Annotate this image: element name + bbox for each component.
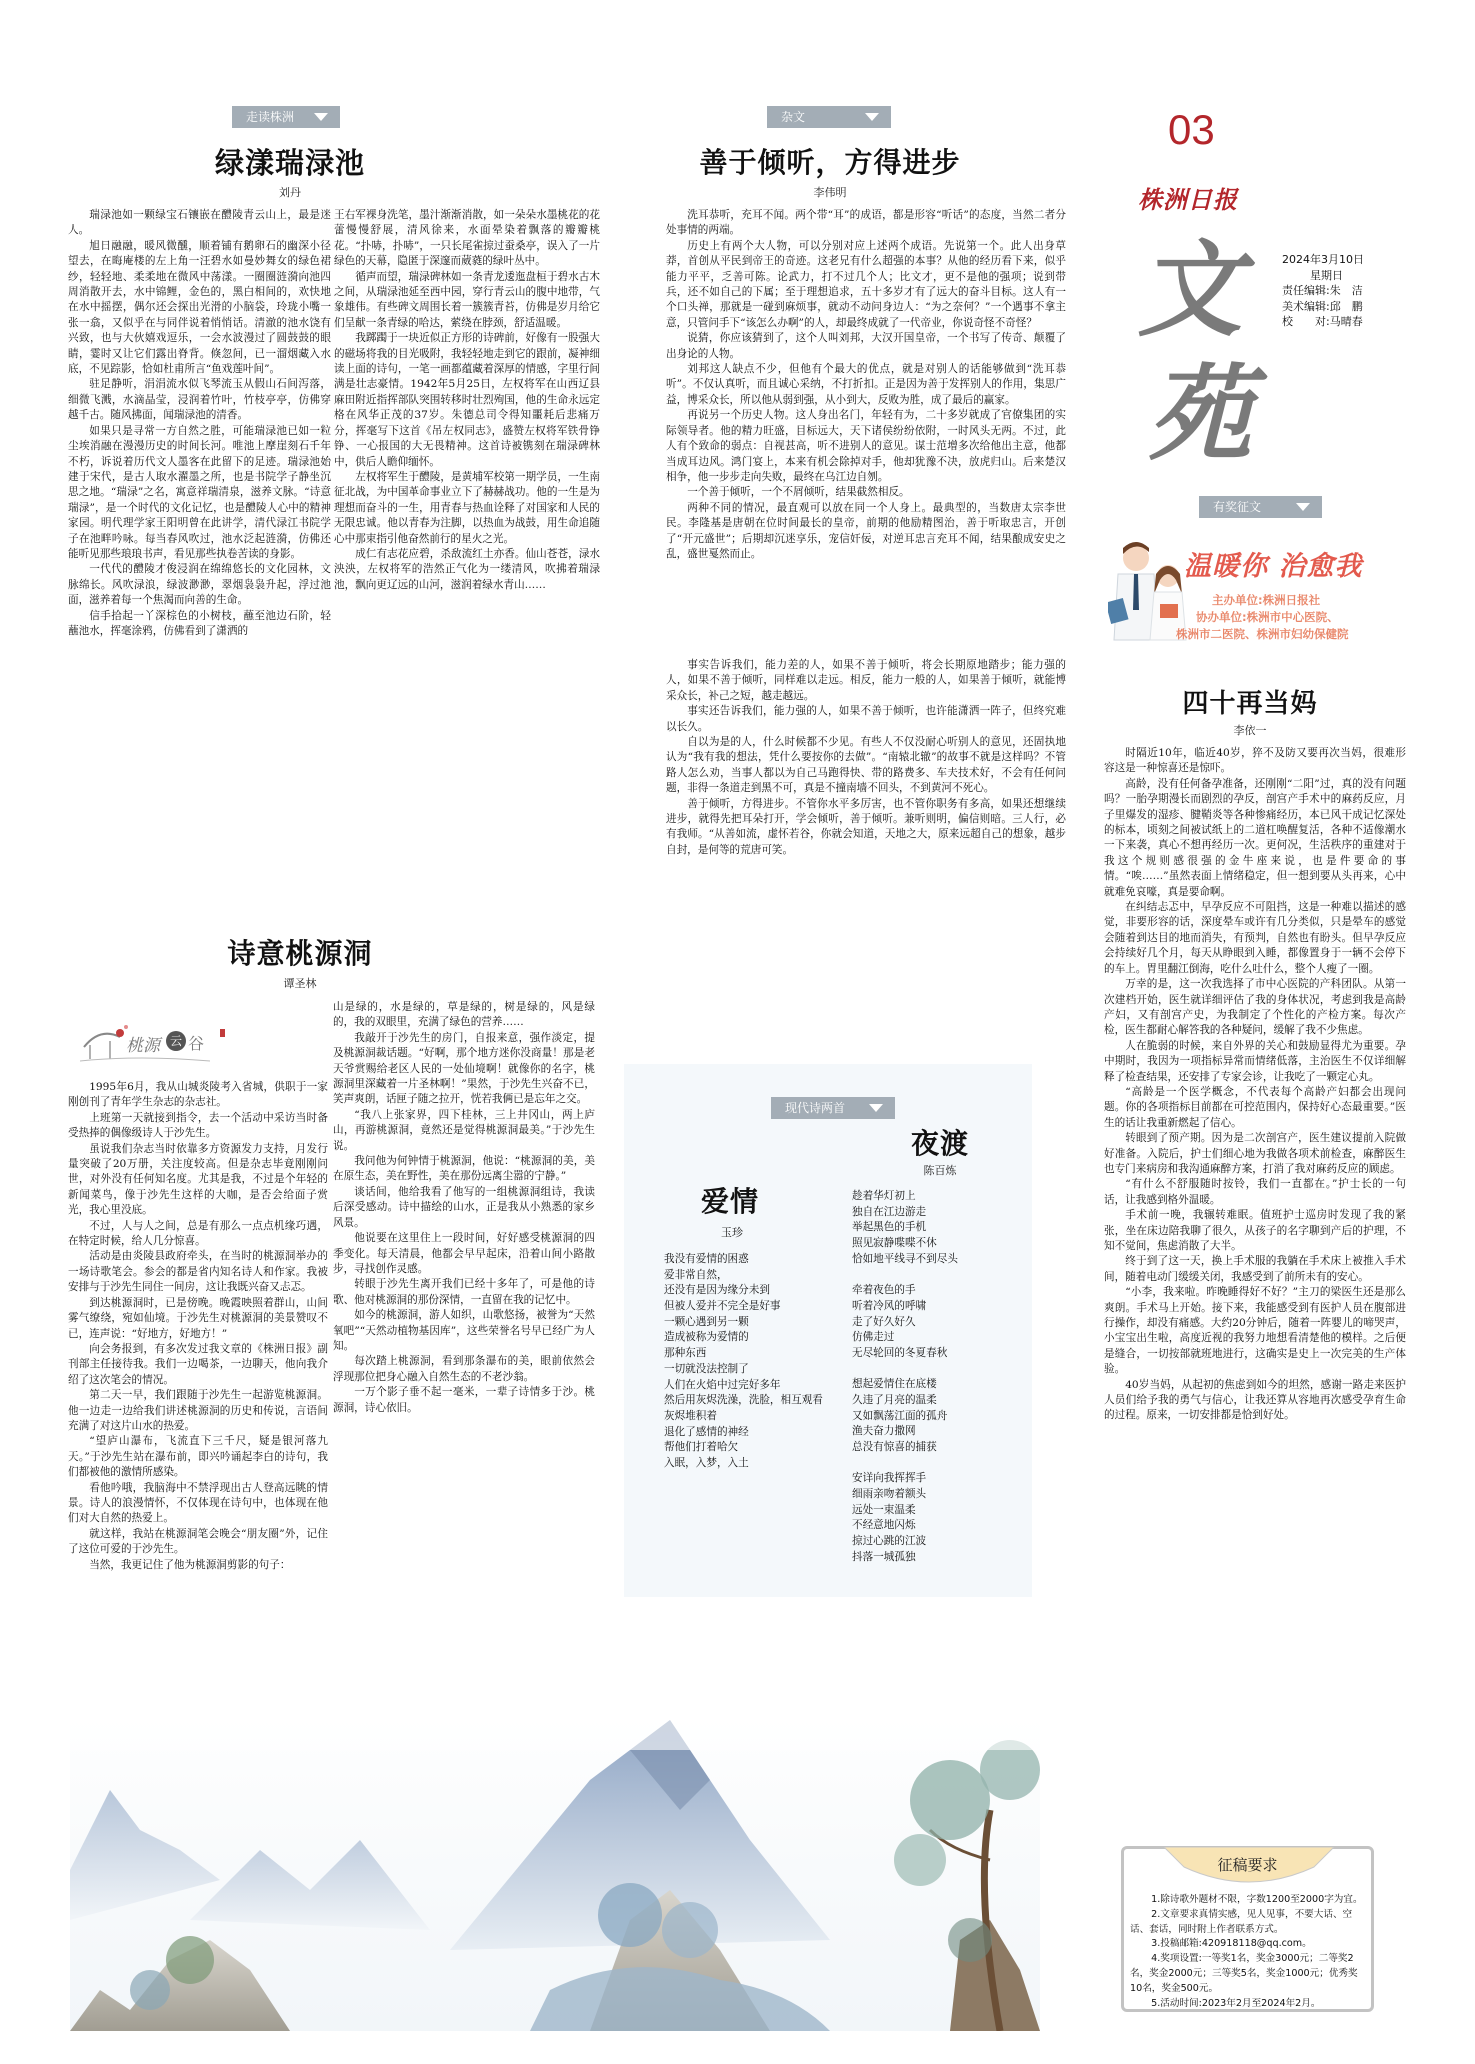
banner-coorganizer-1: 协办单位:株洲市中心医院、 [1196,610,1339,624]
triangle-down-icon [865,113,879,121]
poem-line: 恰如地平线寻不到尽头 [852,1252,958,1265]
paragraph: 向会务报到，有多次发过我文章的《株洲日报》副刊部主任接待我。我们一边喝茶，一边聊天，他向我介绍了这次笔会的情况。 [68,1342,328,1386]
article-title-shanyu: 善于倾听，方得进步 [699,146,961,179]
paragraph: “有什么不舒服随时按铃，我们一直都在。”护士长的一句话，让我感到格外温暖。 [1104,1178,1406,1206]
triangle-down-icon [1296,503,1310,511]
paragraph: 就这样，我站在桃源洞笔会晚会“朋友圈”外，记住了这位可爱的于沙先生。 [68,1527,328,1556]
article-body-shanyu-part2 [666,658,1066,1018]
paragraph: 洗耳恭听，充耳不闻。两个带“耳”的成语，都是形容“听话”的态度，当然二者分处事情的两端。 [666,209,1066,237]
poem-line: 想起爱情住在底楼 [852,1378,937,1391]
logo-text: 桃源 [126,1036,160,1056]
poem-line: 我没有爱情的困惑 [664,1253,749,1265]
section-tag-zawen [767,106,891,128]
paragraph: 两种不同的情况，最直观可以放在同一个人身上。最典型的，当数唐太宗李世民。李隆基是唐朝在位时间最长的皇帝，前期的他励精图治，善于听取忠言，开创了“开元盛世”；后期却沉迷享乐，宠信奸佞，对逆耳忠言充耳不闻，结果酿成安史之乱，盛世戛然而止。 [666,501,1066,560]
poem-line: 然后用灰烬洗澡，洗脸，相互观看 [664,1394,823,1407]
call-for-papers-items [1130,1893,1366,2011]
poem-line: 举起黑色的手机 [852,1221,927,1234]
poem-line: 帮他们打着哈欠 [664,1441,739,1454]
poem-line: 久违了月亮的温柔 [852,1393,937,1406]
section-tag-label: 有奖征文 [1213,500,1262,514]
mountain-painting-icon [70,1690,1040,2031]
poem-line [852,1456,958,1472]
poem-line: 趁着华灯初上 [852,1190,916,1202]
paragraph: 到达桃源洞时，已是傍晚。晚霞映照着群山，山间雾气缭绕，宛如仙境。于沙先生对桃源洞的美景赞叹不已，连声说：“好地方，好地方！” [68,1296,328,1340]
article-title-sishi: 四十再当妈 [1182,689,1318,719]
landscape-illustration [70,1690,1040,2031]
paragraph: 瑞渌池如一颗绿宝石镶嵌在醴陵青云山上，最是迷人。 [68,209,331,237]
poem-line: 一切就没法控制了 [664,1362,749,1375]
poem-line: 退化了感情的神经 [664,1425,749,1438]
poem-author-yedu: 陈百炼 [923,1164,957,1177]
paragraph: 虽说我们杂志当时依靠多方资源发力支持，月发行量突破了20万册，关注度较高。但是杂志毕竟刚刚问世，对外没有任何知名度。尤其是我，不过是个年轻的新闻菜鸟，像于沙先生这样的大咖，是否会给面子赏光，我心里没底。 [68,1142,328,1217]
seal-mark [220,1029,225,1037]
paragraph: 左权将军生于醴陵，是黄埔军校第一期学员，一生南征北战，为中国革命事业立下了赫赫战功。他的一生是为理想而奋斗的一生，用青春与热血诠释了对国家和人民的无限忠诚。他以青春为注脚，以热血为战鼓，用生命追随心中那束指引他奋然前行的星火之光。 [334,470,600,545]
poem-line: 仿佛走过 [852,1331,895,1344]
triangle-down-icon [869,1104,883,1112]
section-tag-youjiang [1199,496,1322,518]
paragraph: 自以为是的人，什么时候都不少见。有些人不仅没耐心听别人的意见，还固执地认为“我有我的想法，凭什么要按你的去做”。“南辕北辙”的故事不就是这样吗？不管路人怎么劝，当事人都以为自己马跑得快、带的路费多、车夫技术好，不会有任何问题，非得一条道走到黑不可，真是不撞南墙不回头，不到黄河不死心。 [666,736,1066,795]
poem-line: 走了好久好久 [852,1315,916,1328]
paragraph: 当然，我更记住了他为桃源洞剪影的句子： [89,1558,291,1571]
call-item: 1.除诗歌外题材不限，字数1200至2000字为宜。 [1151,1894,1363,1905]
paragraph: 一万个影子垂不起一毫米，一辈子诗情多于沙。桃源洞，诗心依旧。 [333,1386,595,1414]
call-item: 2.文章要求真情实感，见人见事，不要大话、空话、套话，同时附上作者联系方式。 [1130,1908,1353,1935]
paragraph: 转眼于沙先生离开我们已经十多年了，可是他的诗歌、他对桃源洞的那份深情，一直留在我的记忆中。 [333,1278,595,1306]
paragraph: 时隔近10年，临近40岁，猝不及防又要再次当妈，很难形容这是一种惊喜还是惊吓。 [1104,747,1406,775]
poem-line: 不经意地闪烁 [852,1519,916,1532]
logo-badge: 云 [166,1031,186,1051]
paragraph: 每次踏上桃源洞，看到那条瀑布的美，眼前依然会浮现那位把身心融入自然生态的不老沙翁。 [333,1355,595,1383]
paragraph: 说猜，你应该猜到了，这个人叫刘邦，大汉开国皇帝，一个书写了传奇、颠覆了出身论的人物。 [666,332,1066,360]
article-body-taoyuan-col1 [68,1080,328,1662]
poem-line: 掠过心跳的江波 [852,1535,927,1548]
poem-line: 无尽轮回的冬夏春秋 [852,1346,948,1359]
poem-line: 远处一束温柔 [852,1503,916,1516]
paragraph: 手术前一晚，我辗转难眠。值班护士巡房时发现了我的紧张，坐在床边陪我聊了很久，从孩子的名字聊到产后的护理，不知不觉间，焦虑消散了大半。 [1104,1209,1406,1252]
paragraph: 不过，人与人之间，总是有那么一点点机缘巧遇，在特定时候，给人几分惊喜。 [68,1219,328,1248]
paragraph: 循声而望，瑞渌碑林如一条青龙逶迤盘桓于碧水古木之间，从瑞渌池延至西中园，穿行青云山的腹中地带，气象雄伟。有些碑文周围长着一簇簇青苔，仿佛是岁月给它们呈献一条青绿的哈达，萦绕在脖颈，舒适温暖。 [334,270,600,329]
poem-line: 安详向我挥挥手 [852,1472,927,1485]
paragraph: “小李，我来啦。昨晚睡得好不好？”主刀的梁医生还是那么爽朗。手术马上开始。接下来，我能感受到有医护人员在腹部进行操作，却没有痛感。大约20分钟后，随着一阵婴儿的啼哭声，小宝宝出生啦，高度近视的我努力地想看清楚他的模样。之后便是缝合，一切按部就班地进行，这确实是史上一次完美的生产体验。 [1104,1286,1406,1376]
banner-host: 主办单位:株洲日报社 [1212,593,1321,607]
paragraph: 事实告诉我们，能力差的人，如果不善于倾听，将会长期原地踏步；能力强的人，如果不善于倾听，同样难以走远。相反，能力一般的人，如果善于倾听，就能博采众长，补己之短，越走越远。 [666,659,1066,702]
call-for-papers-box [1121,1846,1374,2012]
paragraph: 善于倾听，方得进步。不管你水平多厉害，也不管你职务有多高，如果还想继续进步，就得先把耳朵打开，学会倾听，善于倾听。兼听则明，偏信则暗。三人行，必有我师。“从善如流，虚怀若谷，你就会知道，天地之大，原来远超自己的想象，越步自封，是何等的荒唐可笑。 [666,797,1066,856]
art-editor: 美术编辑:邱 鹏 [1282,299,1363,313]
paragraph: 如果只是寻常一方自然之胜，可能瑞渌池已如一粒尘埃消融在漫漫历史的时间长河。唯池上摩崖刻石千年不朽，诉说着历代文人墨客在此留下的足迹。瑞渌池始建于宋代，是古人取水濯墨之所，也是书院学子静坐沉思之地。“瑞渌”之名，寓意祥瑞清泉，滋养文脉。“诗意瑞渌”，是一个时代的文化记忆，也是醴陵人心中的精神家园。明代理学家王阳明曾在此讲学，清代渌江书院学子在池畔吟咏。每当春风吹过，池水泛起涟漪，仿佛还能听见那些琅琅书声，看见那些执卷苦读的身影。 [68,424,331,560]
poem-line: 还没有是因为缘分未到 [664,1284,770,1297]
call-item: 4.奖项设置:一等奖1名，奖金3000元；二等奖2名，奖金2000元；三等奖5名，奖金1000元；优秀奖10名，奖金500元。 [1130,1953,1358,1994]
poem-line [852,1362,958,1378]
section-tag-poems [771,1097,895,1119]
article-author-shanyu: 李伟明 [813,186,847,199]
section-title-char-yuan: 苑 [1148,352,1253,475]
paragraph: “高龄是一个医学概念，不代表每个高龄产妇都会出现问题。你的各项指标目前都在可控范围内，保持好心态最重要。”医生的话让我重新燃起了信心。 [1104,1085,1406,1129]
issue-meta [1282,252,1364,330]
poem-line: 爱非常自然， [664,1268,728,1281]
paragraph: 上班第一天就接到指令，去一个活动中采访当时备受热捧的偶像级诗人于沙先生。 [68,1111,328,1140]
paragraph: 活动是由炎陵县政府牵头，在当时的桃源洞举办的一场诗歌笔会。参会的都是省内知名诗人和作家。我被安排与于沙先生同住一间房，这让我既兴奋又忐忑。 [68,1250,328,1294]
poem-line: 抖落一城孤独 [852,1550,916,1563]
poem-body-yedu [852,1189,958,1566]
paragraph: 40岁当妈，从起初的焦虑到如今的坦然，感谢一路走来医护人员们给予我的勇气与信心，让我还算从容地再次感受孕育生命的过程。原来，一切安排都是恰到好处。 [1104,1378,1406,1422]
paragraph: 在纠结忐忑中，早孕反应不可阻挡，这是一种难以描述的感觉，非要形容的话，深度晕车或许有几分类似，只是晕车的感觉会随着到达目的地而消失，有预判，自然也有盼头。但早孕反应会持续好几个月，每天从睁眼到入睡，都像置身于一辆不会停下的车上。胃里翻江倒海，吃什么吐什么，整个人瘦了一圈。 [1104,901,1406,975]
paragraph: 一代代的醴陵才俊浸润在绵绵悠长的文化园林，文脉绵长。风吹渌浪，绿波渺渺，翠烟袅袅升起，浮过池面，滋养着每一个焦渴而向善的生命。 [68,563,331,607]
poem-title-aiqing: 爱情 [700,1185,759,1218]
paragraph: 如今的桃源洞，游人如织，山歌悠扬，被誉为“天然氧吧”“天然动植物基因库”，这些荣誉名号早已经广为人知。 [333,1309,595,1352]
paragraph: 历史上有两个大人物，可以分别对应上述两个成语。先说第一个。此人出身草莽，首创从平民到帝王的奇迹。这老兄有什么超强的本事？从他的经历看下来，似乎能力平平，乏善可陈。论武力，打不过几个人；比文才，更不是他的强项；说到带兵，还不如自己的下属；至于理想追求，五十多岁才有了远大的奋斗目标。这人有一个口头禅，那就是一碰到麻烦事，就动不动问身边人：“为之奈何？”一个遇事不拿主意，只管问手下“该怎么办啊”的人，却最终成就了一代帝业，你说奇怪不奇怪？ [666,239,1066,329]
paragraph: 人在脆弱的时候，来自外界的关心和鼓励显得尤为重要。孕中期时，我因为一项指标异常而情绪低落，主治医生不仅详细解释了检查结果，还安排了专家会诊，让我吃了一颗定心丸。 [1104,1039,1406,1083]
contest-banner [1108,536,1408,648]
section-title-char-wen: 文 [1138,228,1243,351]
article-title-lvyang: 绿漾瑞渌池 [214,146,365,180]
poem-line: 总没有惊喜的捕获 [852,1441,937,1453]
call-for-papers-title: 征稿要求 [1217,1856,1278,1874]
call-item: 3.投稿邮箱:420918118@qq.com。 [1151,1938,1312,1950]
paragraph: 再说另一个历史人物。这人身出名门，年轻有为，二十多岁就成了官僚集团的实际领导者。他的精力旺盛，目标远大，天下诸侯纷纷依附，一时风头无两。不过，此人有个致命的弱点：自视甚高，听不进别人的意见。谋士范增多次给他出主意，他都当成耳边风。鸿门宴上，本来有机会除掉对手，他却犹豫不决，放虎归山。后来楚汉相争，他一步步走向失败，最终在乌江边自刎。 [666,409,1066,483]
poem-line: 牵着夜色的手 [852,1284,916,1297]
paragraph: 他说要在这里住上一段时间，好好感受桃源洞的四季变化。每天清晨，他都会早早起床，沿着山间小路散步，寻找创作灵感。 [333,1232,595,1275]
paragraph: 终于到了这一天，换上手术服的我躺在手术床上被推入手术间，随着电动门缓缓关闭，我感受到了前所未有的安心。 [1104,1255,1406,1283]
paragraph: 我踯躅于一块近似正方形的诗碑前，好像有一股强大的磁场将我的目光吸附，我轻轻地走到它的跟前，凝神细读上面的诗句，一笔一画都蕴藏着深厚的情感，字里行间满是壮志豪情。1942年5月25日，左权将军在山西辽县麻田附近指挥部队突围转移时壮烈殉国，他的生命永远定格在风华正茂的37岁。朱德总司令得知噩耗后悲痛万分，挥毫写下这首《吊左权同志》，盛赞左权将军铁骨铮铮、一心报国的大无畏精神。这首诗被镌刻在瑞渌碑林中，供后人瞻仰缅怀。 [334,332,600,468]
paragraph: “望庐山瀑布，飞流直下三千尺，疑是银河落九天。”于沙先生站在瀑布前，即兴吟诵起李白的诗句，我们都被他的激情所感染。 [68,1435,328,1479]
section-tag-label: 杂文 [781,110,806,124]
article-author-taoyuan: 谭圣林 [283,977,317,990]
paragraph: 驻足静听，涓涓流水似飞琴流玉从假山石间泻落，细微飞溅，水滴晶莹，浸润着竹叶，竹枝亭亭，仿佛穿越千古。随风拂面，闻瑞渌池的清香。 [68,378,331,422]
banner-coorganizer-2: 株洲市二医院、株洲市妇幼保健院 [1176,627,1349,641]
banner-title: 温暖你 治愈我 [1184,551,1363,582]
poem-line: 人们在火焰中过完好多年 [664,1378,781,1391]
paragraph: 信手拾起一丫深棕色的小树枝，蘸至池边石阶，轻蘸池水，挥毫涂鸦，仿佛看到了潇洒的 [68,609,331,637]
poem-title-yedu: 夜渡 [910,1127,969,1160]
poem-author-aiqing: 玉珍 [721,1226,743,1239]
taoyuan-yungu-logo [80,1015,230,1065]
paragraph: 第二天一早，我们跟随于沙先生一起游览桃源洞。他一边走一边给我们讲述桃源洞的历史和传说，言语间充满了对这片山水的热爱。 [68,1389,328,1432]
article-body-sishi [1104,746,1406,1814]
paragraph: 我问他为何钟情于桃源洞，他说：“桃源洞的美，美在原生态，美在野性，美在那份远离尘嚣的宁静。” [333,1155,595,1183]
paragraph: 成仁有志花应碧，杀敌流红土亦香。仙山苍苍，渌水泱泱，左权将军的浩然正气化为一缕清风，吹拂着瑞渌池，飘向更辽远的山河，滋润着绿水青山…… [334,547,600,591]
logo-tail: 谷 [188,1034,205,1053]
paragraph: 事实还告诉我们，能力强的人，如果不善于倾听，也许能潇洒一阵子，但终究难以长久。 [666,705,1066,733]
call-item: 5.活动时间:2023年2月至2024年2月。 [1151,1997,1321,2009]
poem-line: 一颗心遇到另一颗 [664,1315,749,1328]
paragraph: 旭日融融，暖风微醺，顺着铺有鹅卵石的幽深小径望去，在晦庵楼的左上角一汪碧水如曼妙舞女的绿色裙纱，轻轻地、柔柔地在微风中荡漾。一圈圈涟漪向池四周消散开去，水中锦鲤，金色的，黑白相间的，欢快地在水中摇摆，偶尔还会探出光滑的小脑袋，玲珑小嘴一张一翕，又似乎在与同伴说着悄悄话。清澈的池水饶有兴致，也与大伙嬉戏逗乐，一会水波漫过了圆鼓鼓的眼睛，霎时又让它们露出脊背。倏忽间，已一溜烟藏入水底，不见踪影，恰如杜甫所言“鱼戏莲叶间”。 [68,239,331,376]
page-number: 03 [1168,106,1215,153]
poem-line: 独自在江边游走 [852,1205,927,1218]
poem-line: 听着冷风的呼啸 [852,1299,927,1312]
paragraph: 万幸的是，这一次我选择了市中心医院的产科团队。从第一次建档开始，医生就详细评估了我的身体状况，考虑到我是高龄产妇，又有剖宫产史，为我制定了个性化的产检方案。每次产检，医生都耐心解答我的各种疑问，缓解了我不少焦虑。 [1104,978,1406,1037]
paragraph: “我八上张家界，四下桂林，三上井冈山，两上庐山，再游桃源洞，竟然还是觉得桃源洞最美。”于沙先生说。 [333,1108,595,1152]
poem-line: 入眠，入梦，入土 [664,1456,749,1469]
editor: 责任编辑:朱 洁 [1282,284,1363,297]
article-author-lvyang: 刘丹 [279,186,301,199]
article-body-shanyu-part1 [666,208,1066,658]
article-title-taoyuan: 诗意桃源洞 [227,937,373,970]
paragraph: 山是绿的，水是绿的，草是绿的，树是绿的，风是绿的，我的双眼里，充满了绿色的营养…… [333,1001,595,1029]
section-tag-zoudu [232,106,340,128]
poem-line: 那种东西 [664,1347,707,1360]
proofreader: 校 对:马晴春 [1282,315,1363,328]
article-body-lvyang-col1 [68,208,331,918]
issue-date: 2024年3月10日 [1282,253,1364,266]
poem-line [852,1267,958,1283]
poem-line: 灰烬堆积着 [664,1409,717,1422]
article-body-taoyuan-col2 [333,1000,595,1662]
paragraph: 1995年6月，我从山城炎陵考入省城，供职于一家刚创刊了青年学生杂志的杂志社。 [68,1081,328,1109]
poem-line: 渔夫奋力撒网 [852,1425,916,1438]
paragraph: 我敲开于沙先生的房门，自报来意，强作淡定，提及桃源洞裁话题。“好啊，那个地方迷你没商量！那是老天爷赏赐给老区人民的一处仙境啊！就像你的名字，桃源洞里深藏着一片圣林啊！”果然，于沙先生兴奋不已，笑声爽朗，话匣子随之拉开，恍若我俩已是忘年之交。 [333,1031,595,1106]
poem-line: 造成被称为爱情的 [664,1331,749,1344]
paragraph: 看他吟哦，我脑海中不禁浮现出古人登高远眺的情景。诗人的浪漫情怀，不仅体现在诗句中，也体现在他们对大自然的热爱上。 [68,1481,328,1525]
article-body-lvyang-col2 [334,208,600,838]
poem-body-aiqing [664,1252,823,1472]
poem-line: 照见寂静喋喋不休 [852,1237,937,1250]
poem-line: 又如飘荡江面的孤舟 [852,1409,948,1422]
paragraph: 谈话间，他给我看了他写的一组桃源洞组诗，我读后深受感动。诗中描绘的山水，正是我从小熟悉的家乡风景。 [333,1185,595,1229]
section-tag-label: 现代诗两首 [785,1101,846,1115]
triangle-down-icon [314,113,328,121]
poem-line: 细雨亲吻着额头 [852,1488,927,1501]
paragraph: 一个善于倾听，一个不屑倾听，结果截然相反。 [687,486,910,499]
article-author-sishi: 李依一 [1233,724,1267,737]
issue-weekday: 星期日 [1310,268,1343,282]
paragraph: 转眼到了预产期。因为是二次剖宫产，医生建议提前入院做好准备。入院后，护士们细心地为我做各项术前检查，麻醉医生也专门来病房和我沟通麻醉方案，打消了我对麻药反应的顾虑。 [1104,1132,1406,1175]
poem-line: 但被人爱并不完全是好事 [664,1300,781,1313]
paragraph: 高龄，没有任何备孕准备，还刚刚“二阳”过，真的没有问题吗？一胎孕期漫长而剧烈的孕反，剖宫产手术中的麻药反应，月子里爆发的湿疹、腱鞘炎等各种惨痛经历，本已风干成记忆深处的标本，顷刻之间被试纸上的二道杠唤醒复活，各种不适像潮水一下来袭，真心不想再经历一次。更何况，生活秩序的重建对于我这个规则感很强的金牛座来说，也是件要命的事情。“唉……”虽然表面上情绪稳定，但一想到要从头再来，心中就难免哀嚎，真是要命啊。 [1104,777,1406,898]
paragraph: 王右军裸身洗笔，墨汁渐渐消散，如一朵朵水墨桃花的花蕾慢慢舒展，清风徐来，水面晕染着飘落的瓣瓣桃花。“扑哧，扑哧”，一只长尾雀掠过蚕桑亭，误入了一片绿色的天幕，隐匿于深邃而葳蕤的绿叶丛中。 [334,209,600,268]
paper-name-logo: 株洲日报 [1138,185,1238,214]
paragraph: 刘邦这人缺点不少，但他有个最大的优点，就是对别人的话能够做到“洗耳恭听”。不仅认真听，而且诚心采纳，不打折扣。正是因为善于发挥别人的作用，集思广益，博采众长，所以他从弱到强，从小到大，反败为胜，成了最后的赢家。 [666,363,1066,406]
section-tag-label: 走读株洲 [246,110,295,124]
